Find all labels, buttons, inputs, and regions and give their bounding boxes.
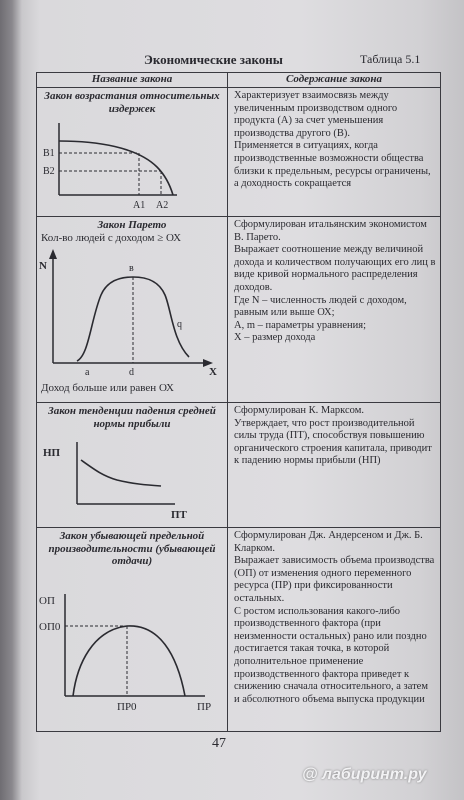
graph-caption-top: Кол-во людей с доходом ≥ ОХ xyxy=(41,231,182,244)
content-paragraph: Сформулирован К. Марксом. xyxy=(234,405,364,416)
table-header-row xyxy=(37,73,441,88)
table-label: Таблица 5.1 xyxy=(360,52,421,66)
law-name-cell xyxy=(37,403,228,528)
law-name-cell xyxy=(37,217,228,403)
ppf-curve xyxy=(59,141,173,195)
economic-laws-table xyxy=(36,72,441,732)
label-pt: ПТ xyxy=(171,509,187,520)
label-x: X xyxy=(209,365,217,377)
content-paragraph: Сформулирован Дж. Андерсеном и Дж. Б. Кларком. xyxy=(234,530,423,554)
table-row xyxy=(37,217,441,403)
label-pr0: ПР0 xyxy=(117,700,137,713)
law-title: Закон убывающей предельной производительности (убывающей отдачи) xyxy=(48,530,216,567)
table-row xyxy=(37,403,441,528)
table-row xyxy=(37,528,441,732)
label-pr: ПР xyxy=(197,700,212,713)
column-header-content: Содержание закона xyxy=(228,73,441,88)
label-np: НП xyxy=(43,447,61,459)
column-header-name: Название закона xyxy=(37,73,228,88)
label-a1: A1 xyxy=(133,200,146,211)
table-title: Экономические законы xyxy=(144,52,283,67)
law-content-cell xyxy=(228,217,441,403)
content-paragraph: С ростом использования какого-либо производственного фактора (при неизменности остальных) рано или поздно достигается такая точка, в которой дополнительное применение производственного фактора приведет к снижению сначала относительного, а затем и абсолютного объема выпуска продукции xyxy=(234,605,428,705)
label-b1: B1 xyxy=(43,148,55,159)
label-peak: в xyxy=(129,262,134,274)
label-a2: A2 xyxy=(156,200,169,211)
table-row xyxy=(37,88,441,217)
label-op: ОП xyxy=(39,594,55,607)
y-arrow xyxy=(49,249,57,259)
label-b2: B2 xyxy=(43,166,55,177)
watermark: @ лабиринт.ру xyxy=(302,766,427,783)
law-content-cell xyxy=(228,88,441,217)
content-paragraph: Где N – численность людей с доходом, равным или выше ОХ; xyxy=(234,294,407,319)
content-paragraph: Выражает зависимость объема производства (ОП) от изменения одного переменного ресурса (ПР) при фиксированности остальных. xyxy=(234,555,435,604)
content-paragraph: Выражает соотношение между величиной дохода и количеством получающих его лиц в виде кривой нормального распределения доходов. xyxy=(234,244,436,293)
content-paragraph: A, m – параметры уравнения; xyxy=(234,319,367,331)
label-a: a xyxy=(85,366,90,377)
content-paragraph: Применяется в ситуациях, когда производственные возможности общества близки к предельным, ресурсы ограничены, а доходность сокращается xyxy=(234,140,431,190)
content-paragraph: Сформулирован итальянским экономистом В. Парето. xyxy=(234,219,427,243)
content-paragraph: X – размер дохода xyxy=(234,332,316,344)
law-content-cell xyxy=(228,528,441,732)
label-q: q xyxy=(177,318,182,330)
content-paragraph: Утверждает, что рост производительной силы труда (ПТ), способствуя повышению органического строения капитала, приводит к падению нормы прибыли (НП) xyxy=(234,417,432,467)
law-name-cell xyxy=(37,528,228,732)
law-title: Закон возрастания относительных издержек xyxy=(44,90,220,115)
content-paragraph: Характеризует взаимосвязь между увеличенным производством одного продукта (А) за счет уменьшения производства другого (В). xyxy=(234,90,398,139)
label-d: d xyxy=(129,366,134,377)
label-op0: ОП0 xyxy=(39,620,61,633)
output-curve xyxy=(73,625,185,695)
law-title: Закон Парето xyxy=(97,219,167,231)
book-page xyxy=(24,0,464,800)
law-title: Закон тенденции падения средней нормы прибыли xyxy=(48,405,216,430)
page-number: 47 xyxy=(212,736,226,751)
label-n: N xyxy=(39,259,47,272)
relative-costs-graph xyxy=(37,115,225,211)
profit-curve xyxy=(81,460,161,486)
diminishing-returns-graph xyxy=(37,568,225,718)
law-name-cell xyxy=(37,88,228,217)
law-content-cell xyxy=(228,403,441,528)
pareto-graph xyxy=(37,245,225,377)
profit-rate-graph xyxy=(37,430,225,520)
graph-caption-bottom: Доход больше или равен ОХ xyxy=(41,381,174,394)
